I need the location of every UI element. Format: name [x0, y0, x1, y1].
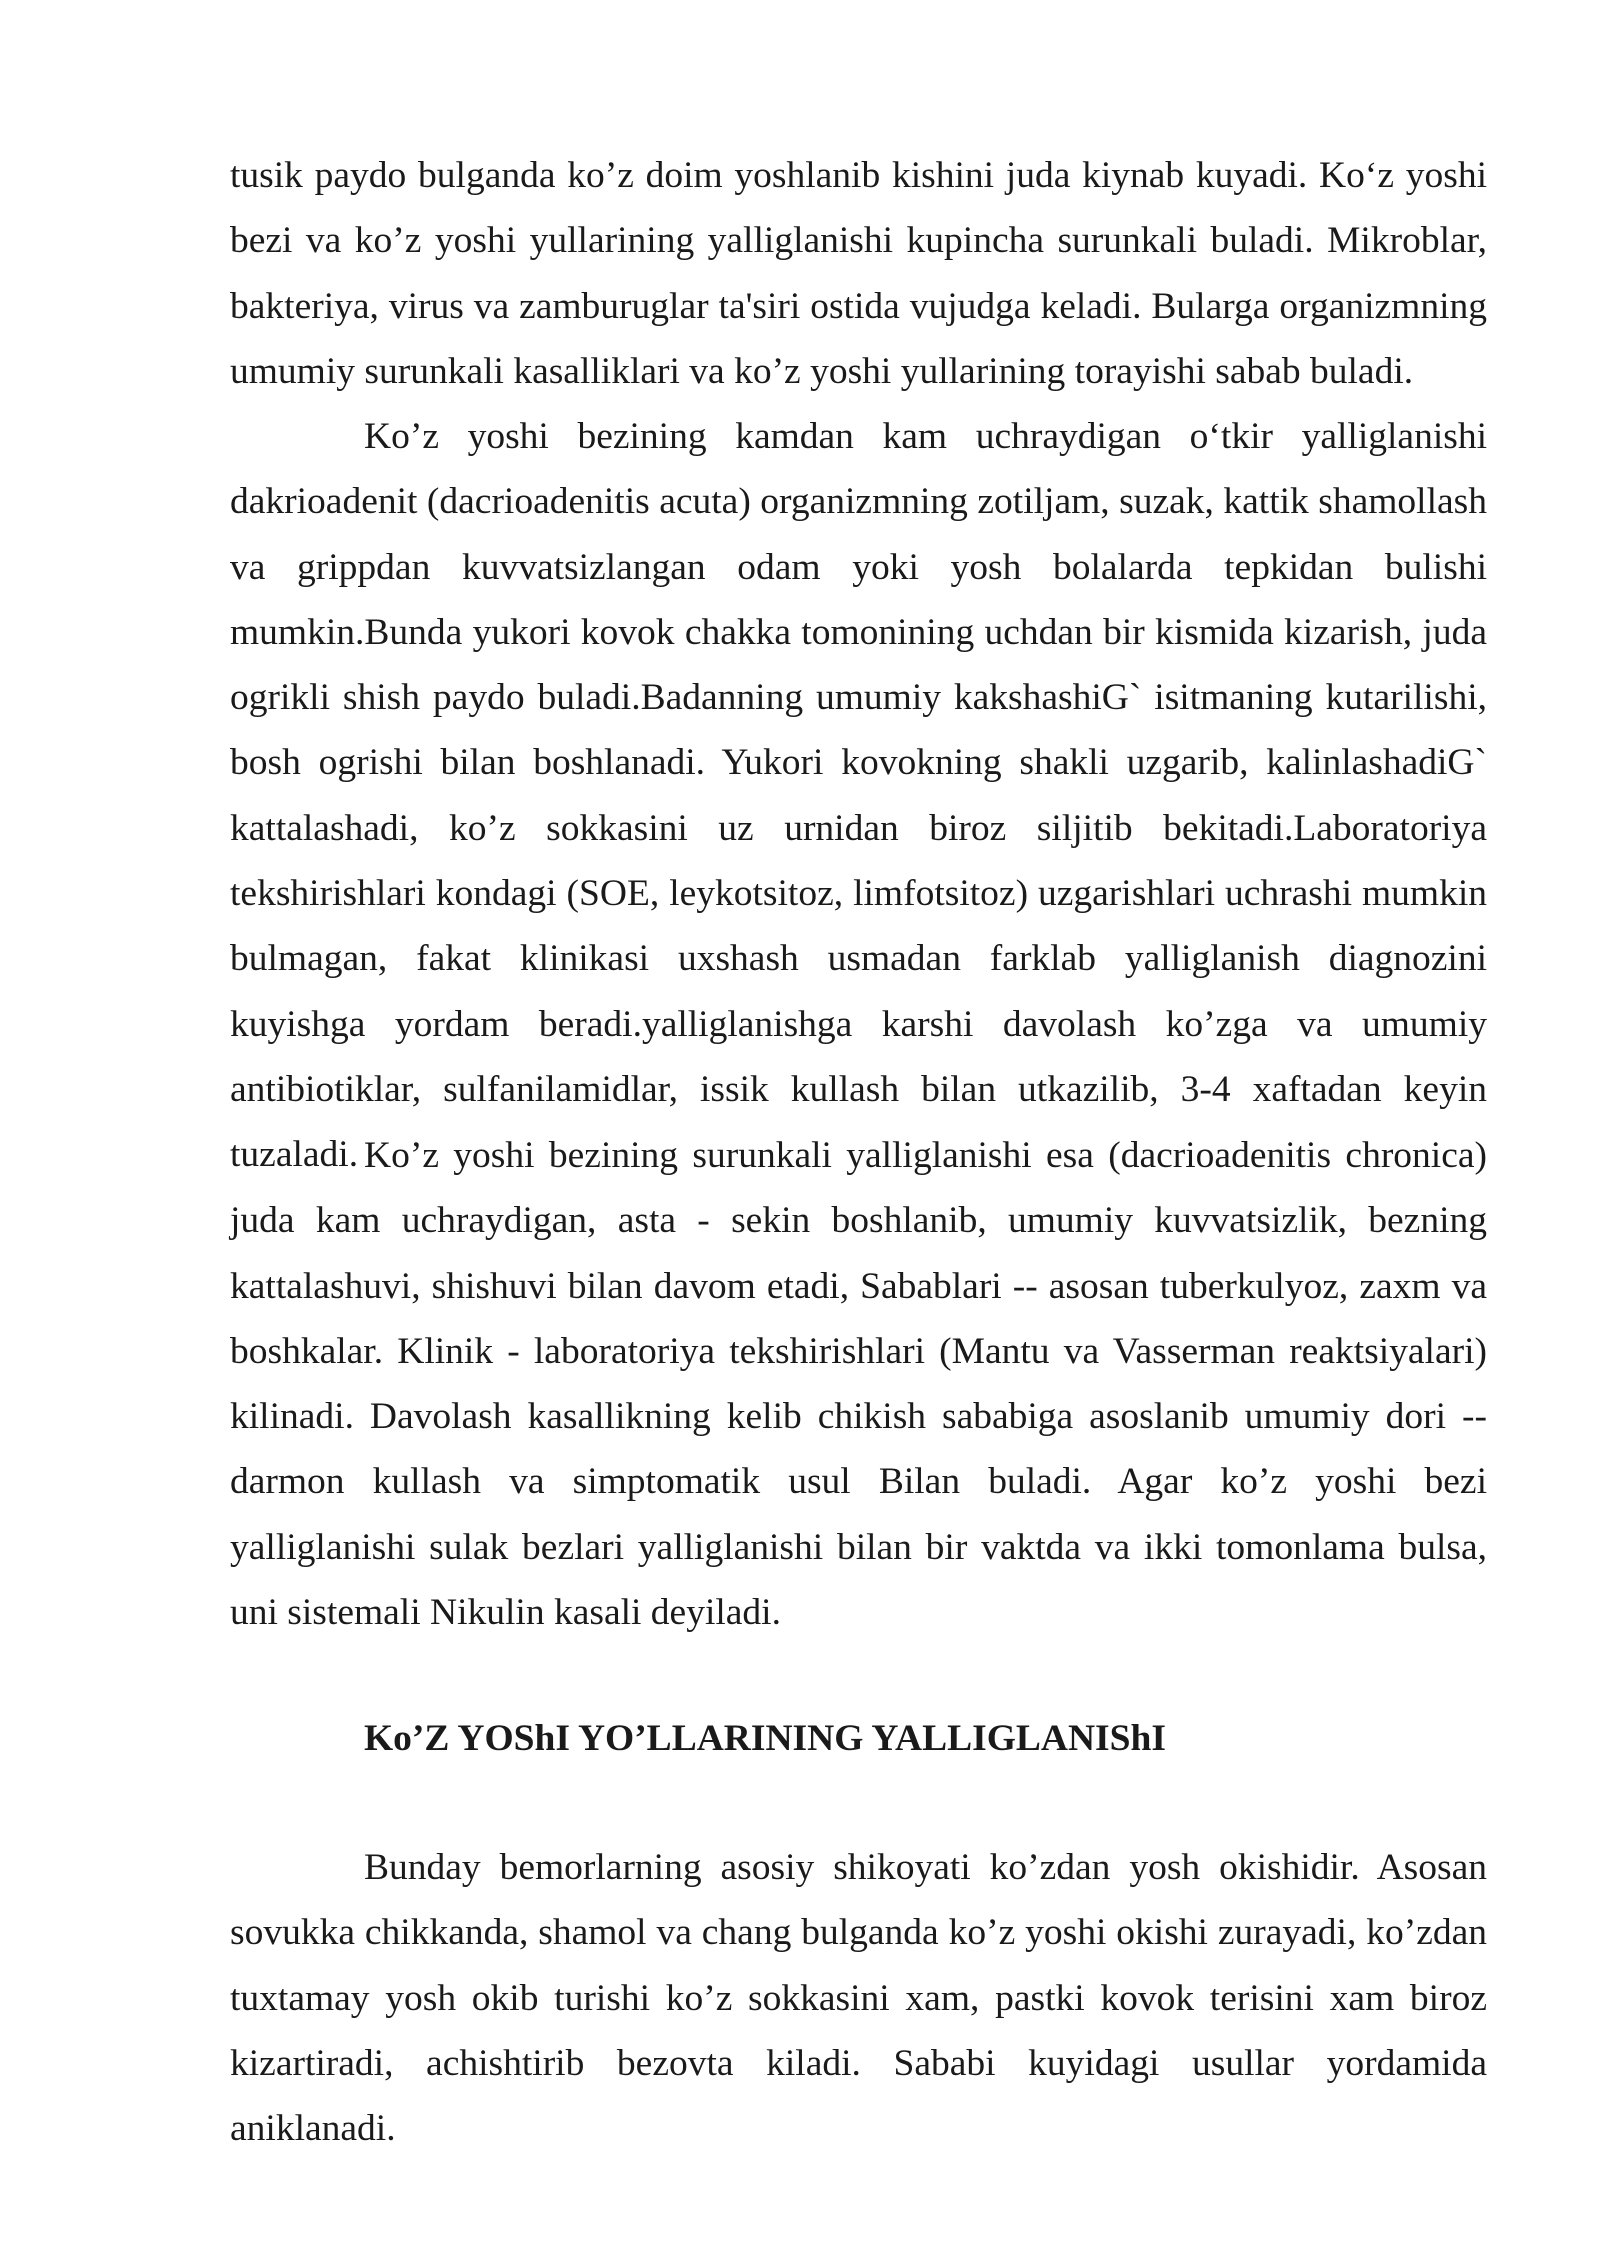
- paragraph-continued: tusik paydo bulganda ko’z doim yoshlanib kishini juda kiynab kuyadi. Ko‘z yoshi bezi va ko’z yoshi yullarining yalliglanishi kupincha surunkali buladi. Mikroblar, bakteriya, virus va zamburuglar ta'siri ostida vujudga keladi. Bularga organizmning umumiy surunkali kasalliklari va ko’z yoshi yullarining torayishi sabab buladi.: [230, 155, 1487, 392]
- paragraph-chronic-dacryoadenitis: Ko’z yoshi bezining surunkali yalliglanishi esa (dacrioadenitis chronica) juda kam uchraydigan, asta - sekin boshlanib, umumiy kuvvatsizlik, bezning kattalashuvi, shishuvi bilan davom etadi, Sabablari -- asosan tuberkulyoz, zaxm va boshkalar. Klinik - laboratoriya tekshirishlari (Mantu va Vasserman reaktsiyalari) kilinadi. Davolash kasallikning kelib chikish sababiga asoslanib umumiy dori -- darmon kullash va simptomatik usul Bilan buladi. Agar ko’z yoshi bezi yalliglanishi sulak bezlari yalliglanishi bilan bir vaktda va ikki tomonlama bulsa, uni sistemali Nikulin kasali deyiladi.: [230, 1135, 1487, 1634]
- paragraph-acute-dacryoadenitis: Ko’z yoshi bezining kamdan kam uchraydigan o‘tkir yalliglanishi dakrioadenit (dacrioadenitis acuta) organizmning zotiljam, suzak, kattik shamollash va grippdan kuvvatsizlangan odam yoki yosh bolalarda tepkidan bulishi mumkin.Bunda yukori kovok chakka tomonining uchdan bir kismida kizarish, juda ogrikli shish paydo buladi.Badanning umumiy kakshashiG` isitmaning kutarilishi, bosh ogrishi bilan boshlanadi. Yukori kovokning shakli uzgarib, kalinlashadiG` kattalashadi, ko’z sokkasini uz urnidan biroz siljitib bekitadi.Laboratoriya tekshirishlari kondagi (SOE, leykotsitoz, limfotsitoz) uzgarishlari uchrashi mumkin bulmagan, fakat klinikasi uxshash usmadan farklab yalliglanish diagnozini kuyishga yordam beradi.yalliglanishga karshi davolash ko’zga va umumiy antibiotiklar, sulfanilamidlar, issik kullash bilan utkazilib, 3-4 xaftadan keyin tuzaladi.: [230, 416, 1487, 1176]
- paragraph-tear-duct-symptoms: Bunday bemorlarning asosiy shikoyati ko’zdan yosh okishidir. Asosan sovukka chikkanda, shamol va chang bulganda ko’z yoshi okishi zurayadi, ko’zdan tuxtamay yosh okib turishi ko’z sokkasini xam, pastki kovok terisini xam biroz kizartiradi, achishtirib bezovta kiladi. Sababi kuyidagi usullar yordamida aniklanadi.: [230, 1847, 1487, 2150]
- section-heading: Ko’Z YOShI YO’LLARINING YALLIGLANIShI: [364, 1718, 1166, 1759]
